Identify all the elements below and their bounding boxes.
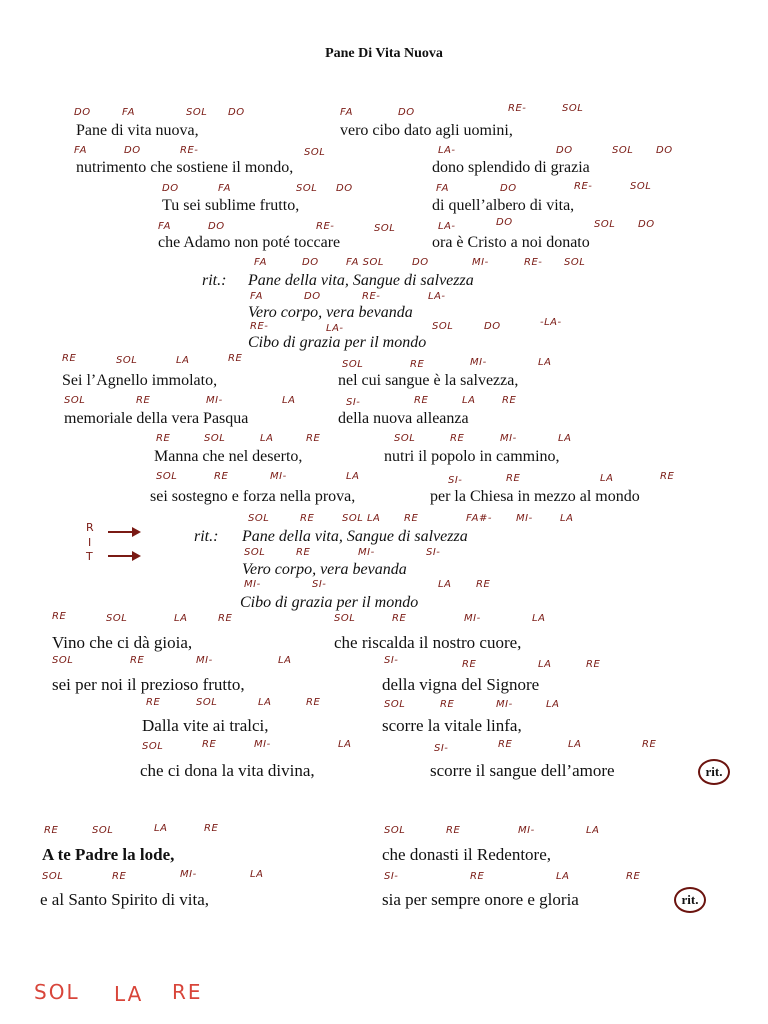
lyric-line: Vero corpo, vera bevanda <box>248 304 413 321</box>
chord: FA <box>158 221 172 232</box>
chord: FA#- <box>466 513 492 524</box>
chord: MI- <box>464 613 481 624</box>
chord: SOL <box>142 741 164 752</box>
chord: RE <box>586 659 601 670</box>
chord: MI- <box>472 257 489 268</box>
chord: LA <box>600 473 614 484</box>
lyric-line: Cibo di grazia per il mondo <box>248 334 427 351</box>
chord: RE <box>440 699 455 710</box>
lyric-line: scorre il sangue dell’amore <box>430 761 615 780</box>
chord: RE <box>52 611 67 622</box>
lyric-line: dono splendido di grazia <box>432 159 590 176</box>
chord: SOL <box>92 825 114 836</box>
chord: RE <box>462 659 477 670</box>
chord: -LA- <box>540 317 562 328</box>
chord: SOL <box>304 147 326 158</box>
chord: RE <box>450 433 465 444</box>
chord: SI- <box>426 547 441 558</box>
refrain-label: rit.: <box>194 528 219 545</box>
chord: SOL <box>564 257 586 268</box>
chord: RE <box>146 697 161 708</box>
chord: LA <box>278 655 292 666</box>
chord: SOL <box>374 223 396 234</box>
chord: SOL <box>204 433 226 444</box>
lyric-line: nutrimento che sostiene il mondo, <box>76 159 294 176</box>
chord: SOL <box>52 655 74 666</box>
chord: DO <box>496 217 513 228</box>
chord: FA <box>436 183 450 194</box>
chord: RE <box>506 473 521 484</box>
chord: RE <box>446 825 461 836</box>
chord: DO <box>162 183 179 194</box>
chord: RE <box>502 395 517 406</box>
chord: DO <box>556 145 573 156</box>
arrow-right-icon <box>106 526 142 538</box>
lyric-line: Cibo di grazia per il mondo <box>240 594 419 611</box>
lyric-line: nel cui sangue è la salvezza, <box>338 372 519 389</box>
lyric-line: A te Padre la lode, <box>42 845 175 864</box>
chord: SOL <box>196 697 218 708</box>
chord: FA <box>74 145 88 156</box>
chord: FA <box>250 291 264 302</box>
lyric-line: Vino che ci dà gioia, <box>52 633 193 652</box>
chord: LA- <box>428 291 446 302</box>
chord: LA <box>546 699 560 710</box>
chord: RE <box>156 433 171 444</box>
lyric-line: Vero corpo, vera bevanda <box>242 561 407 578</box>
chord: SOL <box>630 181 652 192</box>
chord: SOL <box>394 433 416 444</box>
chord: LA <box>250 869 264 880</box>
chord: DO <box>412 257 429 268</box>
chord: MI- <box>254 739 271 750</box>
chord: SOL <box>384 825 406 836</box>
rit-marker-letter: R <box>86 521 94 534</box>
chord: FA SOL <box>346 257 384 268</box>
lyric-line: Pane della vita, Sangue di salvezza <box>248 272 474 289</box>
chord: SI- <box>384 871 399 882</box>
chord: LA <box>560 513 574 524</box>
chord: SI- <box>312 579 327 590</box>
song-title: Pane Di Vita Nuova <box>325 46 443 61</box>
chord: LA <box>538 659 552 670</box>
chord: LA <box>558 433 572 444</box>
chord: SOL <box>244 547 266 558</box>
chord: SOL LA <box>342 513 381 524</box>
chord: RE <box>476 579 491 590</box>
chord: RE <box>136 395 151 406</box>
chord: SOL <box>384 699 406 710</box>
chord: DO <box>500 183 517 194</box>
chord: RE <box>300 513 315 524</box>
chord: DO <box>228 107 245 118</box>
footer-chord: RE <box>172 980 203 1004</box>
footer-chord: SOL <box>34 980 80 1004</box>
chord: LA- <box>438 145 456 156</box>
lyric-line: che ci dona la vita divina, <box>140 761 315 780</box>
chord: RE <box>392 613 407 624</box>
chord: LA <box>532 613 546 624</box>
refrain-mark: rit. <box>674 887 706 913</box>
chord: SOL <box>594 219 616 230</box>
chord: DO <box>124 145 141 156</box>
chord: MI- <box>244 579 261 590</box>
chord: MI- <box>206 395 223 406</box>
lyric-line: nutri il popolo in cammino, <box>384 448 560 465</box>
chord: RE <box>642 739 657 750</box>
chord: FA <box>254 257 268 268</box>
chord: RE <box>204 823 219 834</box>
chord: RE <box>112 871 127 882</box>
chord: LA <box>154 823 168 834</box>
chord: DO <box>208 221 225 232</box>
chord: SOL <box>334 613 356 624</box>
chord: RE- <box>180 145 199 156</box>
chord: RE <box>228 353 243 364</box>
lyric-line: memoriale della vera Pasqua <box>64 410 249 427</box>
lyric-line: ora è Cristo a noi donato <box>432 234 590 251</box>
lyric-line: della nuova alleanza <box>338 410 469 427</box>
lyric-line: Pane della vita, Sangue di salvezza <box>242 528 468 545</box>
lyric-line: di quell’albero di vita, <box>432 197 575 214</box>
chord: DO <box>656 145 673 156</box>
chord: SI- <box>448 475 463 486</box>
chord: SOL <box>42 871 64 882</box>
chord: SOL <box>186 107 208 118</box>
chord: LA <box>258 697 272 708</box>
chord: MI- <box>496 699 513 710</box>
chord: RE <box>218 613 233 624</box>
lyric-line: sia per sempre onore e gloria <box>382 890 579 909</box>
chord: SOL <box>106 613 128 624</box>
chord: RE <box>130 655 145 666</box>
refrain-label: rit.: <box>202 272 227 289</box>
chord: SOL <box>612 145 634 156</box>
chord: LA <box>282 395 296 406</box>
chord: FA <box>122 107 136 118</box>
chord: DO <box>74 107 91 118</box>
chord: RE <box>62 353 77 364</box>
chord: MI- <box>180 869 197 880</box>
chord: SOL <box>342 359 364 370</box>
lyric-line: sei per noi il prezioso frutto, <box>52 675 245 694</box>
chord: LA <box>568 739 582 750</box>
lyric-line: vero cibo dato agli uomini, <box>340 122 513 139</box>
lyric-line: Dalla vite ai tralci, <box>142 716 269 735</box>
chord: SI- <box>434 743 449 754</box>
lyric-line: Sei l’Agnello immolato, <box>62 372 218 389</box>
lyric-line: Manna che nel deserto, <box>154 448 303 465</box>
chord: LA <box>538 357 552 368</box>
chord: SOL <box>156 471 178 482</box>
chord: RE- <box>316 221 335 232</box>
lyric-line: sei sostegno e forza nella prova, <box>150 488 356 505</box>
lyric-line: per la Chiesa in mezzo al mondo <box>430 488 640 505</box>
chord: SOL <box>64 395 86 406</box>
chord: DO <box>304 291 321 302</box>
chord: RE <box>470 871 485 882</box>
chord: DO <box>336 183 353 194</box>
chord: SOL <box>296 183 318 194</box>
chord: RE- <box>574 181 593 192</box>
chord: RE <box>410 359 425 370</box>
chord: LA <box>438 579 452 590</box>
chord: LA- <box>438 221 456 232</box>
chord: LA <box>260 433 274 444</box>
chord: LA- <box>326 323 344 334</box>
chord: DO <box>638 219 655 230</box>
chord: FA <box>218 183 232 194</box>
lyric-line: scorre la vitale linfa, <box>382 716 522 735</box>
lyric-line: che donasti il Redentore, <box>382 845 552 864</box>
chord: RE <box>626 871 641 882</box>
chord: RE- <box>508 103 527 114</box>
lyric-line: della vigna del Signore <box>382 675 540 694</box>
chord: MI- <box>270 471 287 482</box>
refrain-mark: rit. <box>698 759 730 785</box>
chord: LA <box>462 395 476 406</box>
chord: MI- <box>500 433 517 444</box>
chord: RE <box>660 471 675 482</box>
chord: RE <box>306 697 321 708</box>
chord: LA <box>586 825 600 836</box>
chord: FA <box>340 107 354 118</box>
chord: SOL <box>116 355 138 366</box>
chord: LA <box>556 871 570 882</box>
chord: LA <box>176 355 190 366</box>
lyric-line: Tu sei sublime frutto, <box>162 197 300 214</box>
chord: RE <box>306 433 321 444</box>
lyric-line: che Adamo non poté toccare <box>158 234 341 251</box>
chord: MI- <box>516 513 533 524</box>
chord: MI- <box>358 547 375 558</box>
rit-marker-letter: T <box>86 550 93 563</box>
rit-marker-letter: I <box>88 536 92 549</box>
chord: RE <box>296 547 311 558</box>
chord: DO <box>398 107 415 118</box>
chord: RE <box>414 395 429 406</box>
lyric-line: e al Santo Spirito di vita, <box>40 890 210 909</box>
arrow-right-icon <box>106 550 142 562</box>
chord: LA <box>338 739 352 750</box>
lyric-line: che riscalda il nostro cuore, <box>334 633 522 652</box>
chord: SOL <box>248 513 270 524</box>
chord: RE <box>214 471 229 482</box>
chord: MI- <box>470 357 487 368</box>
chord: MI- <box>518 825 535 836</box>
chord: RE <box>404 513 419 524</box>
chord: DO <box>302 257 319 268</box>
chord: LA <box>346 471 360 482</box>
chord: SI- <box>384 655 399 666</box>
chord: RE- <box>362 291 381 302</box>
chord: LA <box>174 613 188 624</box>
chord: MI- <box>196 655 213 666</box>
chord: RE <box>44 825 59 836</box>
chord: SOL <box>562 103 584 114</box>
lyric-line: Pane di vita nuova, <box>76 122 199 139</box>
chord: RE- <box>250 321 269 332</box>
chord: RE- <box>524 257 543 268</box>
chord: DO <box>484 321 501 332</box>
chord: RE <box>202 739 217 750</box>
chord: SI- <box>346 397 361 408</box>
chord: SOL <box>432 321 454 332</box>
chord: RE <box>498 739 513 750</box>
footer-chord: LA <box>114 982 144 1006</box>
